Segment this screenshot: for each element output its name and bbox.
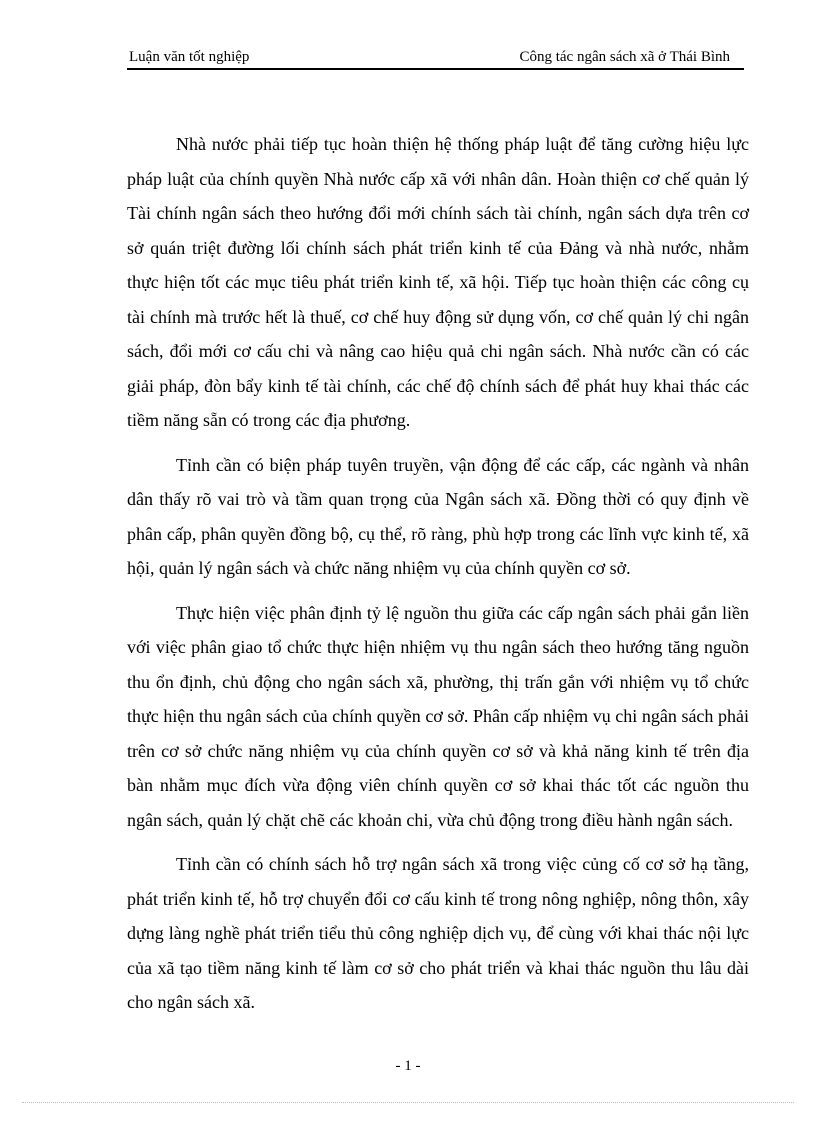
- paragraph-1: Nhà nước phải tiếp tục hoàn thiện hệ thống pháp luật để tăng cường hiệu lực pháp luật của chính quyền Nhà nước cấp xã với nhân dân. Hoàn thiện cơ chế quản lý Tài chính ngân sách theo hướng đổi mới chính sách tài chính, ngân sách dựa trên cơ sở quán triệt đường lối chính sách phát triển kinh tế của Đảng và nhà nước, nhằm thực hiện tốt các mục tiêu phát triển kinh tế, xã hội. Tiếp tục hoàn thiện các công cụ tài chính mà trước hết là thuế, cơ chế huy động sử dụng vốn, cơ chế quản lý chi ngân sách, đổi mới cơ cấu chi và nâng cao hiệu quả chi ngân sách. Nhà nước cần có các giải pháp, đòn bẩy kinh tế tài chính, các chế độ chính sách để phát huy khai thác các tiềm năng sẵn có trong các địa phương.: [127, 134, 749, 430]
- paragraph-4: Tỉnh cần có chính sách hỗ trợ ngân sách xã trong việc củng cố cơ sở hạ tầng, phát triển kinh tế, hỗ trợ chuyển đổi cơ cấu kinh tế trong nông nghiệp, nông thôn, xây dựng làng nghề phát triển tiểu thủ công nghiệp dịch vụ, để cùng với khai thác nội lực của xã tạo tiềm năng kinh tế làm cơ sở cho phát triển và khai thác nguồn thu lâu dài cho ngân sách xã.: [127, 854, 749, 1012]
- page-bottom-divider: [22, 1102, 794, 1103]
- paragraph-3: Thực hiện việc phân định tỷ lệ nguồn thu giữa các cấp ngân sách phải gắn liền với việc phân giao tổ chức thực hiện nhiệm vụ thu ngân sách theo hướng tăng nguồn thu ổn định, chủ động cho ngân sách xã, phường, thị trấn gắn với nhiệm vụ tổ chức thực hiện thu ngân sách của chính quyền cơ sở. Phân cấp nhiệm vụ chi ngân sách phải trên cơ sở chức năng nhiệm vụ của chính quyền cơ sở và khả năng kinh tế trên địa bàn nhằm mục đích vừa động viên chính quyền cơ sở khai thác tốt các nguồn thu ngân sách, quản lý chặt chẽ các khoản chi, vừa chủ động trong điều hành ngân sách.: [127, 602, 749, 830]
- header-topic-title: Công tác ngân sách xã ở Thái Bình: [519, 49, 730, 65]
- document-body: [127, 127, 749, 1030]
- page-number: - 1 -: [395, 1058, 421, 1074]
- page-header: [127, 46, 744, 70]
- header-thesis-title: Luận văn tốt nghiệp: [129, 49, 250, 65]
- paragraph-2: Tỉnh cần có biện pháp tuyên truyền, vận động để các cấp, các ngành và nhân dân thấy rõ vai trò và tầm quan trọng của Ngân sách xã. Đồng thời có quy định về phân cấp, phân quyền đồng bộ, cụ thể, rõ ràng, phù hợp trong các lĩnh vực kinh tế, xã hội, quản lý ngân sách và chức năng nhiệm vụ của chính quyền cơ sở.: [127, 454, 749, 578]
